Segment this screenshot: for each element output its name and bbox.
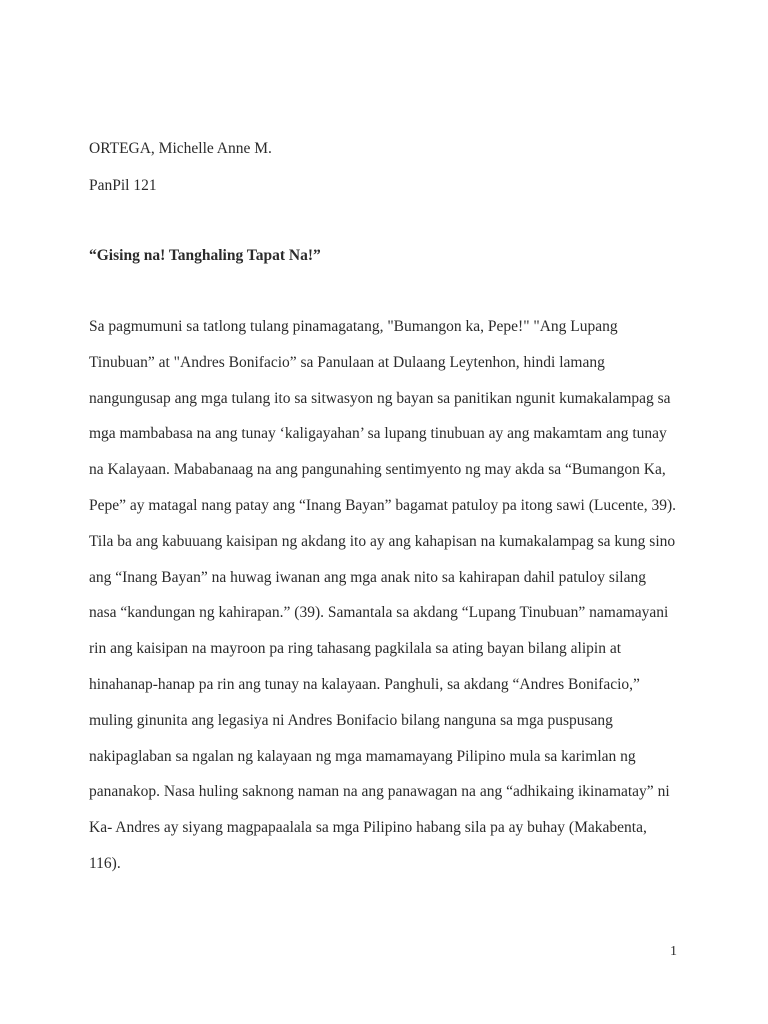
body-line: 116). (89, 854, 121, 872)
body-line: Tila ba ang kabuuang kaisipan ng akdang ito ay ang kahapisan na kumakalampag sa kung sino (89, 532, 676, 550)
body-line: Ka- Andres ay siyang magpapaalala sa mga Pilipino habang sila pa ay buhay (Makabenta, (89, 819, 647, 837)
body-line: Pepe” ay matagal nang patay ang “Inang Bayan” bagamat patuloy pa itong sawi (Lucente, 39). (89, 496, 677, 514)
essay-body (89, 317, 689, 890)
body-line: muling ginunita ang legasiya ni Andres Bonifacio bilang nanguna sa mga puspusang (89, 711, 613, 729)
body-line: ang “Inang Bayan” na huwag iwanan ang mga anak nito sa kahirapan dahil patuloy silang (89, 568, 646, 586)
body-line: na Kalayaan. Mababanaag na ang pangunahing sentimyento ng may akda sa “Bumangon Ka, (89, 461, 666, 479)
body-line: nasa “kandungan ng kahirapan.” (39). Samantala sa akdang “Lupang Tinubuan” namamayani (89, 604, 669, 622)
body-line: Tinubuan” at "Andres Bonifacio” sa Panulaan at Dulaang Leytenhon, hindi lamang (89, 353, 605, 371)
body-line: hinahanap-hanap pa rin ang tunay na kalayaan. Panghuli, sa akdang “Andres Bonifacio,” (89, 675, 640, 693)
essay-title: “Gising na! Tanghaling Tapat Na!” (89, 247, 321, 264)
body-line: nakipaglaban sa ngalan ng kalayaan ng mga mamamayang Pilipino mula sa karimlan ng (89, 747, 636, 765)
course-code: PanPil 121 (89, 177, 157, 194)
body-line: mga mambabasa na ang tunay ‘kaligayahan’ sa lupang tinubuan ay ang makamtam ang tunay (89, 425, 667, 443)
body-line: pananakop. Nasa huling saknong naman na ang panawagan na ang “adhikaing ikinamatay” ni (89, 783, 670, 801)
page-number: 1 (670, 944, 677, 959)
body-line: Sa pagmumuni sa tatlong tulang pinamagatang, "Bumangon ka, Pepe!" "Ang Lupang (89, 318, 618, 335)
body-line: nangungusap ang mga tulang ito sa sitwasyon ng bayan sa panitikan ngunit kumakalampag sa (89, 389, 671, 407)
body-line: rin ang kaisipan na mayroon pa ring tahasang pagkilala sa ating bayan bilang alipin at (89, 640, 622, 658)
author-name: ORTEGA, Michelle Anne M. (89, 140, 272, 157)
